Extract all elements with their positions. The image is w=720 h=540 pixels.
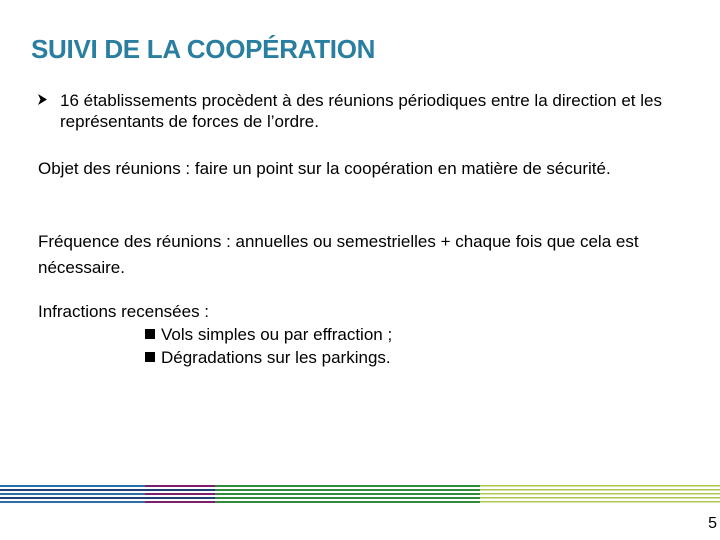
objet-paragraph: Objet des réunions : faire un point sur la coopération en matière de sécurité.: [38, 159, 611, 178]
slide-title: SUIVI DE LA COOPÉRATION: [31, 34, 376, 64]
infractions-label: Infractions recensées :: [38, 302, 210, 321]
page-number: 5: [708, 515, 717, 532]
infraction-item: [145, 347, 391, 369]
bullet-text: 16 établissements procèdent à des réunions périodiques entre la direction et les représentants de forces de l’ordre.: [60, 91, 662, 131]
infraction-item-text: Dégradations sur les parkings.: [161, 348, 391, 367]
infraction-item: [145, 324, 392, 346]
square-bullet-icon: [145, 352, 155, 362]
frequence-paragraph: Fréquence des réunions : annuelles ou semestrielles + chaque fois que cela est nécessaire.: [38, 232, 639, 277]
arrow-bullet-icon: [38, 94, 47, 105]
footer-stripe-band: [0, 485, 720, 505]
infraction-item-text: Vols simples ou par effraction ;: [161, 325, 393, 344]
square-bullet-icon: [145, 329, 155, 339]
